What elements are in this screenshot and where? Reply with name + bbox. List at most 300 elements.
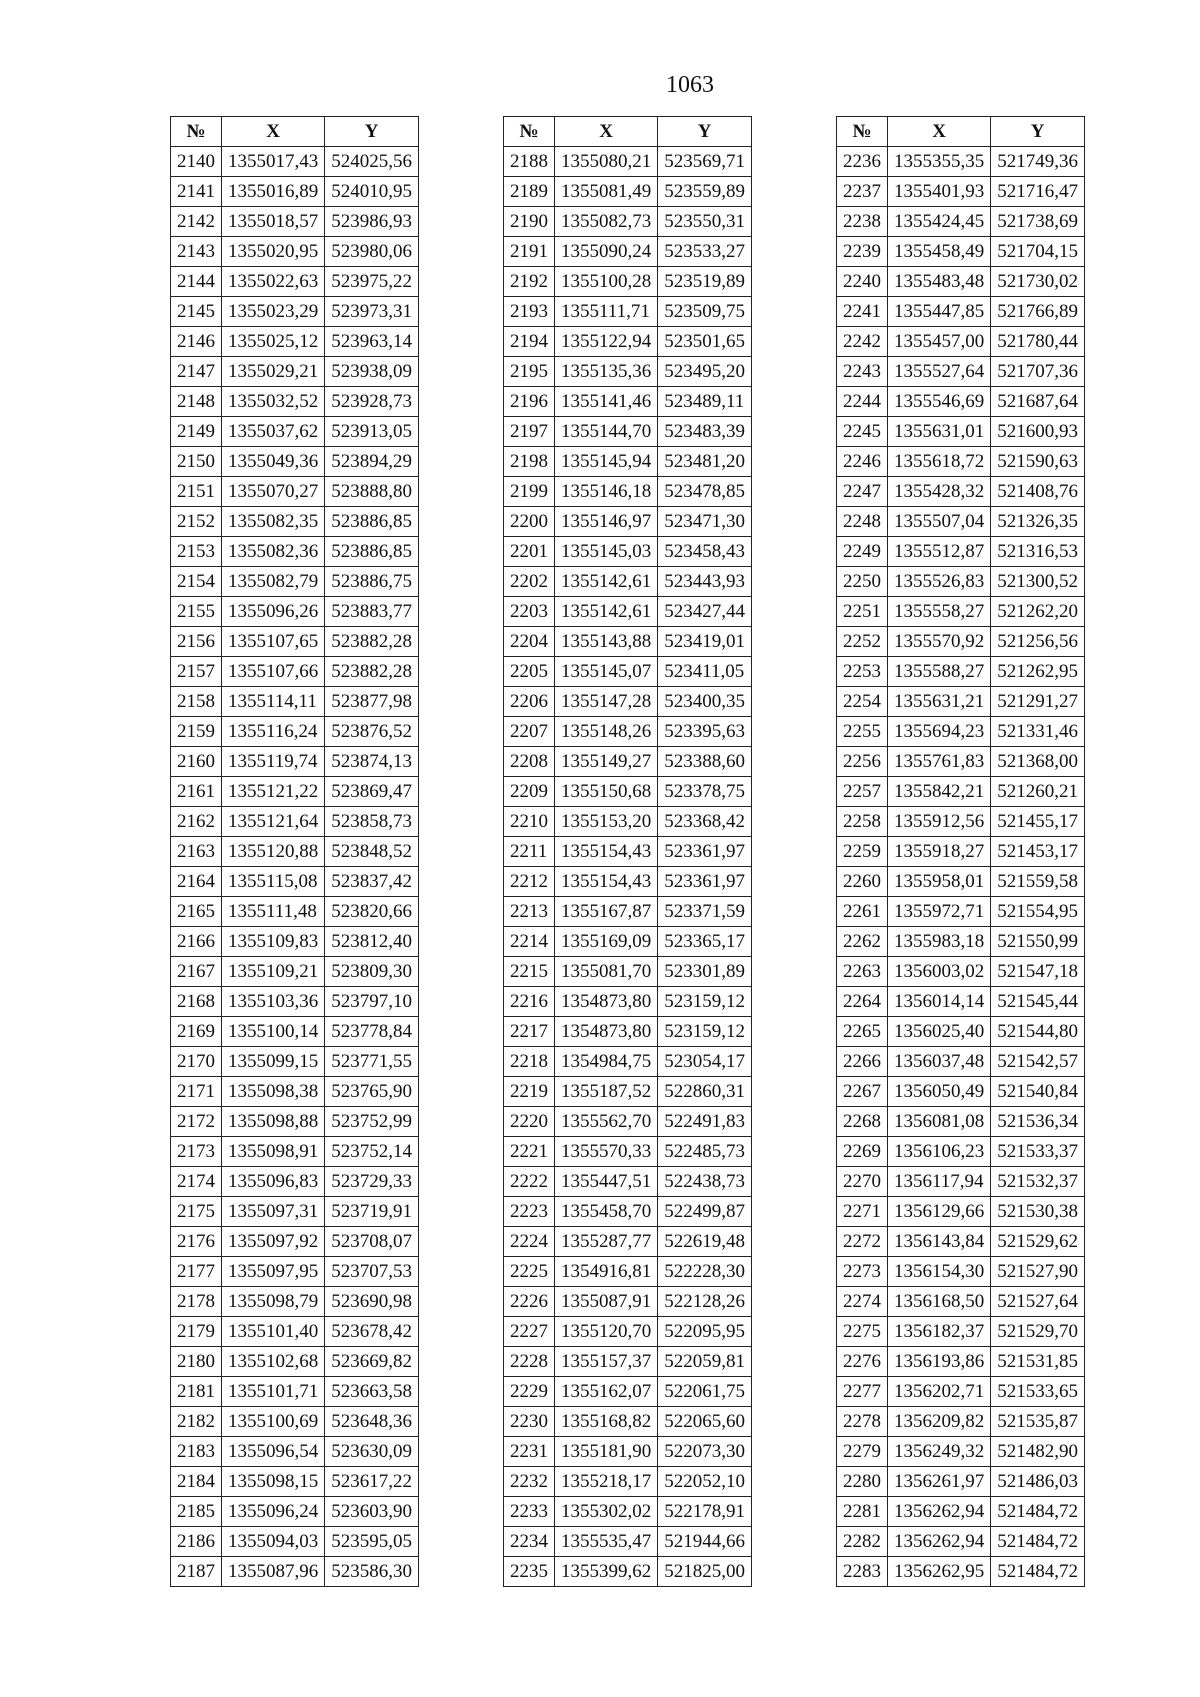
cell-x: 1355098,15 <box>222 1467 325 1497</box>
cell-num: 2150 <box>171 447 222 477</box>
cell-y: 523858,73 <box>325 807 419 837</box>
cell-y: 523876,52 <box>325 717 419 747</box>
cell-y: 523471,30 <box>658 507 752 537</box>
table-row <box>837 957 1085 987</box>
table-row <box>171 1227 419 1257</box>
cell-y: 521455,17 <box>991 807 1085 837</box>
cell-num: 2249 <box>837 537 888 567</box>
cell-y: 522052,10 <box>658 1467 752 1497</box>
cell-num: 2161 <box>171 777 222 807</box>
cell-y: 523569,71 <box>658 147 752 177</box>
cell-num: 2262 <box>837 927 888 957</box>
table-row <box>837 567 1085 597</box>
cell-num: 2207 <box>504 717 555 747</box>
cell-y: 521533,37 <box>991 1137 1085 1167</box>
cell-num: 2220 <box>504 1107 555 1137</box>
cell-y: 521738,69 <box>991 207 1085 237</box>
table-row <box>171 1137 419 1167</box>
cell-num: 2257 <box>837 777 888 807</box>
table-row <box>171 417 419 447</box>
cell-x: 1355483,48 <box>888 267 991 297</box>
table-row <box>837 1077 1085 1107</box>
cell-x: 1355458,70 <box>555 1197 658 1227</box>
cell-num: 2264 <box>837 987 888 1017</box>
cell-num: 2267 <box>837 1077 888 1107</box>
cell-y: 521535,87 <box>991 1407 1085 1437</box>
cell-y: 523938,09 <box>325 357 419 387</box>
cell-y: 521300,52 <box>991 567 1085 597</box>
cell-x: 1355120,88 <box>222 837 325 867</box>
cell-num: 2226 <box>504 1287 555 1317</box>
cell-y: 521482,90 <box>991 1437 1085 1467</box>
cell-x: 1355218,17 <box>555 1467 658 1497</box>
cell-x: 1355187,52 <box>555 1077 658 1107</box>
cell-x: 1355168,82 <box>555 1407 658 1437</box>
cell-y: 523886,85 <box>325 507 419 537</box>
table-row <box>504 177 752 207</box>
cell-num: 2193 <box>504 297 555 327</box>
cell-num: 2213 <box>504 897 555 927</box>
table-row <box>171 477 419 507</box>
table-row <box>504 1437 752 1467</box>
table-row <box>837 1047 1085 1077</box>
cell-y: 521547,18 <box>991 957 1085 987</box>
cell-x: 1355109,83 <box>222 927 325 957</box>
cell-y: 523848,52 <box>325 837 419 867</box>
table-row <box>171 927 419 957</box>
cell-num: 2219 <box>504 1077 555 1107</box>
cell-x: 1356209,82 <box>888 1407 991 1437</box>
cell-num: 2174 <box>171 1167 222 1197</box>
cell-y: 521554,95 <box>991 897 1085 927</box>
table-row <box>171 1377 419 1407</box>
cell-num: 2199 <box>504 477 555 507</box>
cell-y: 523411,05 <box>658 657 752 687</box>
cell-y: 523371,59 <box>658 897 752 927</box>
cell-y: 521749,36 <box>991 147 1085 177</box>
cell-y: 521704,15 <box>991 237 1085 267</box>
table-row <box>837 1257 1085 1287</box>
cell-x: 1356050,49 <box>888 1077 991 1107</box>
cell-y: 521536,34 <box>991 1107 1085 1137</box>
cell-num: 2241 <box>837 297 888 327</box>
table-row <box>171 237 419 267</box>
cell-num: 2206 <box>504 687 555 717</box>
table-row <box>171 567 419 597</box>
cell-num: 2145 <box>171 297 222 327</box>
header-num: № <box>504 117 555 147</box>
cell-num: 2181 <box>171 1377 222 1407</box>
cell-x: 1356262,94 <box>888 1497 991 1527</box>
table-row <box>504 1287 752 1317</box>
table-row <box>504 537 752 567</box>
cell-x: 1355146,97 <box>555 507 658 537</box>
table-row <box>837 537 1085 567</box>
table-row <box>504 1317 752 1347</box>
cell-x: 1355096,24 <box>222 1497 325 1527</box>
cell-y: 523495,20 <box>658 357 752 387</box>
cell-x: 1355020,95 <box>222 237 325 267</box>
cell-num: 2194 <box>504 327 555 357</box>
cell-num: 2154 <box>171 567 222 597</box>
table-row <box>837 1347 1085 1377</box>
table-row <box>504 987 752 1017</box>
cell-num: 2186 <box>171 1527 222 1557</box>
cell-y: 523894,29 <box>325 447 419 477</box>
cell-y: 523877,98 <box>325 687 419 717</box>
cell-y: 521533,65 <box>991 1377 1085 1407</box>
coordinate-table-1 <box>170 116 419 1587</box>
cell-num: 2224 <box>504 1227 555 1257</box>
table-row <box>837 867 1085 897</box>
cell-num: 2205 <box>504 657 555 687</box>
cell-num: 2230 <box>504 1407 555 1437</box>
table-row <box>837 1557 1085 1587</box>
cell-num: 2279 <box>837 1437 888 1467</box>
table-row <box>504 1467 752 1497</box>
cell-num: 2140 <box>171 147 222 177</box>
cell-x: 1355082,36 <box>222 537 325 567</box>
cell-y: 521326,35 <box>991 507 1085 537</box>
cell-y: 521766,89 <box>991 297 1085 327</box>
table-row <box>171 1347 419 1377</box>
cell-x: 1355101,40 <box>222 1317 325 1347</box>
table-row <box>171 957 419 987</box>
cell-x: 1355135,36 <box>555 357 658 387</box>
cell-y: 523501,65 <box>658 327 752 357</box>
cell-x: 1355302,02 <box>555 1497 658 1527</box>
table-row <box>837 477 1085 507</box>
table-row <box>171 777 419 807</box>
table-row <box>837 507 1085 537</box>
cell-x: 1355025,12 <box>222 327 325 357</box>
cell-y: 523509,75 <box>658 297 752 327</box>
table-row <box>837 657 1085 687</box>
table-row <box>837 897 1085 927</box>
cell-num: 2211 <box>504 837 555 867</box>
cell-y: 523559,89 <box>658 177 752 207</box>
cell-x: 1355631,01 <box>888 417 991 447</box>
cell-y: 521590,63 <box>991 447 1085 477</box>
table-row <box>171 807 419 837</box>
cell-num: 2195 <box>504 357 555 387</box>
cell-num: 2278 <box>837 1407 888 1437</box>
cell-x: 1356025,40 <box>888 1017 991 1047</box>
table-row <box>171 1077 419 1107</box>
cell-x: 1355458,49 <box>888 237 991 267</box>
cell-x: 1356262,95 <box>888 1557 991 1587</box>
cell-num: 2170 <box>171 1047 222 1077</box>
cell-x: 1355114,11 <box>222 687 325 717</box>
cell-num: 2246 <box>837 447 888 477</box>
table-row <box>171 1287 419 1317</box>
cell-y: 522059,81 <box>658 1347 752 1377</box>
cell-y: 523301,89 <box>658 957 752 987</box>
cell-num: 2160 <box>171 747 222 777</box>
cell-x: 1355096,26 <box>222 597 325 627</box>
table-row <box>837 807 1085 837</box>
cell-y: 523669,82 <box>325 1347 419 1377</box>
cell-y: 523882,28 <box>325 657 419 687</box>
table-row <box>171 297 419 327</box>
cell-x: 1355145,07 <box>555 657 658 687</box>
table-row <box>837 297 1085 327</box>
cell-num: 2273 <box>837 1257 888 1287</box>
cell-x: 1355142,61 <box>555 597 658 627</box>
cell-num: 2202 <box>504 567 555 597</box>
cell-x: 1355958,01 <box>888 867 991 897</box>
table-row <box>504 747 752 777</box>
cell-x: 1356182,37 <box>888 1317 991 1347</box>
cell-x: 1355141,46 <box>555 387 658 417</box>
table-row <box>837 1137 1085 1167</box>
table-row <box>171 1467 419 1497</box>
cell-num: 2165 <box>171 897 222 927</box>
cell-x: 1355157,37 <box>555 1347 658 1377</box>
table-header-row <box>171 117 419 147</box>
cell-y: 523458,43 <box>658 537 752 567</box>
cell-y: 523963,14 <box>325 327 419 357</box>
table-row <box>837 1227 1085 1257</box>
cell-y: 523975,22 <box>325 267 419 297</box>
cell-x: 1356249,32 <box>888 1437 991 1467</box>
cell-y: 523586,30 <box>325 1557 419 1587</box>
cell-num: 2223 <box>504 1197 555 1227</box>
cell-num: 2281 <box>837 1497 888 1527</box>
cell-y: 523765,90 <box>325 1077 419 1107</box>
cell-x: 1355169,09 <box>555 927 658 957</box>
cell-y: 521529,70 <box>991 1317 1085 1347</box>
cell-x: 1355154,43 <box>555 837 658 867</box>
cell-x: 1356117,94 <box>888 1167 991 1197</box>
table-row <box>504 897 752 927</box>
cell-x: 1355401,93 <box>888 177 991 207</box>
cell-x: 1355080,21 <box>555 147 658 177</box>
cell-x: 1355145,94 <box>555 447 658 477</box>
cell-x: 1355037,62 <box>222 417 325 447</box>
cell-y: 523617,22 <box>325 1467 419 1497</box>
table-row <box>171 1407 419 1437</box>
cell-num: 2247 <box>837 477 888 507</box>
cell-y: 523719,91 <box>325 1197 419 1227</box>
table-row <box>504 1137 752 1167</box>
cell-num: 2256 <box>837 747 888 777</box>
cell-y: 522485,73 <box>658 1137 752 1167</box>
cell-y: 523630,09 <box>325 1437 419 1467</box>
table-row <box>171 1557 419 1587</box>
table-row <box>171 687 419 717</box>
cell-x: 1355154,43 <box>555 867 658 897</box>
table-row <box>837 1107 1085 1137</box>
table-row <box>171 1107 419 1137</box>
cell-y: 523400,35 <box>658 687 752 717</box>
cell-num: 2280 <box>837 1467 888 1497</box>
cell-y: 523361,97 <box>658 867 752 897</box>
cell-num: 2184 <box>171 1467 222 1497</box>
cell-y: 523595,05 <box>325 1527 419 1557</box>
cell-num: 2237 <box>837 177 888 207</box>
cell-num: 2229 <box>504 1377 555 1407</box>
cell-num: 2147 <box>171 357 222 387</box>
cell-x: 1355103,36 <box>222 987 325 1017</box>
cell-y: 521545,44 <box>991 987 1085 1017</box>
table-row <box>504 357 752 387</box>
table-row <box>837 1377 1085 1407</box>
table-row <box>837 387 1085 417</box>
cell-y: 521453,17 <box>991 837 1085 867</box>
cell-x: 1355116,24 <box>222 717 325 747</box>
cell-y: 521527,90 <box>991 1257 1085 1287</box>
cell-x: 1355097,95 <box>222 1257 325 1287</box>
cell-y: 523690,98 <box>325 1287 419 1317</box>
table-row <box>504 1377 752 1407</box>
cell-num: 2235 <box>504 1557 555 1587</box>
cell-num: 2185 <box>171 1497 222 1527</box>
cell-y: 523159,12 <box>658 1017 752 1047</box>
table-row <box>504 957 752 987</box>
cell-x: 1355121,22 <box>222 777 325 807</box>
table-row <box>171 327 419 357</box>
cell-x: 1356168,50 <box>888 1287 991 1317</box>
cell-num: 2210 <box>504 807 555 837</box>
cell-num: 2228 <box>504 1347 555 1377</box>
table-row <box>504 387 752 417</box>
cell-x: 1355150,68 <box>555 777 658 807</box>
cell-num: 2148 <box>171 387 222 417</box>
cell-y: 521550,99 <box>991 927 1085 957</box>
cell-y: 521825,00 <box>658 1557 752 1587</box>
cell-x: 1355153,20 <box>555 807 658 837</box>
cell-x: 1355147,28 <box>555 687 658 717</box>
table-row <box>504 837 752 867</box>
table-row <box>504 267 752 297</box>
cell-x: 1355428,32 <box>888 477 991 507</box>
cell-y: 521527,64 <box>991 1287 1085 1317</box>
cell-num: 2141 <box>171 177 222 207</box>
cell-num: 2192 <box>504 267 555 297</box>
cell-x: 1355096,83 <box>222 1167 325 1197</box>
cell-num: 2163 <box>171 837 222 867</box>
table-row <box>504 1047 752 1077</box>
cell-num: 2222 <box>504 1167 555 1197</box>
cell-num: 2168 <box>171 987 222 1017</box>
table-row <box>504 237 752 267</box>
table-row <box>171 987 419 1017</box>
cell-y: 521291,27 <box>991 687 1085 717</box>
cell-x: 1355535,47 <box>555 1527 658 1557</box>
cell-num: 2239 <box>837 237 888 267</box>
cell-y: 522178,91 <box>658 1497 752 1527</box>
cell-num: 2209 <box>504 777 555 807</box>
table-header-row <box>504 117 752 147</box>
cell-x: 1356129,66 <box>888 1197 991 1227</box>
cell-num: 2208 <box>504 747 555 777</box>
cell-x: 1356014,14 <box>888 987 991 1017</box>
cell-x: 1355355,35 <box>888 147 991 177</box>
cell-x: 1355618,72 <box>888 447 991 477</box>
table-row <box>837 717 1085 747</box>
cell-y: 521486,03 <box>991 1467 1085 1497</box>
cell-x: 1355121,64 <box>222 807 325 837</box>
cell-x: 1356106,23 <box>888 1137 991 1167</box>
cell-y: 521542,57 <box>991 1047 1085 1077</box>
header-x: X <box>222 117 325 147</box>
table-row <box>171 1167 419 1197</box>
table-row <box>504 627 752 657</box>
cell-num: 2276 <box>837 1347 888 1377</box>
table-row <box>504 1557 752 1587</box>
cell-y: 521687,64 <box>991 387 1085 417</box>
table-row <box>171 1197 419 1227</box>
cell-y: 523478,85 <box>658 477 752 507</box>
table-row <box>171 1497 419 1527</box>
cell-num: 2167 <box>171 957 222 987</box>
cell-x: 1355097,92 <box>222 1227 325 1257</box>
cell-y: 523752,14 <box>325 1137 419 1167</box>
cell-x: 1355143,88 <box>555 627 658 657</box>
table-row <box>504 417 752 447</box>
cell-x: 1355082,73 <box>555 207 658 237</box>
cell-num: 2225 <box>504 1257 555 1287</box>
cell-num: 2283 <box>837 1557 888 1587</box>
table-row <box>837 747 1085 777</box>
cell-y: 523928,73 <box>325 387 419 417</box>
cell-num: 2149 <box>171 417 222 447</box>
table-row <box>504 1107 752 1137</box>
cell-x: 1355099,15 <box>222 1047 325 1077</box>
table-row <box>171 837 419 867</box>
cell-x: 1355087,91 <box>555 1287 658 1317</box>
cell-x: 1355081,49 <box>555 177 658 207</box>
cell-num: 2153 <box>171 537 222 567</box>
cell-x: 1355912,56 <box>888 807 991 837</box>
cell-y: 521707,36 <box>991 357 1085 387</box>
table-row <box>837 1437 1085 1467</box>
cell-x: 1355023,29 <box>222 297 325 327</box>
cell-x: 1355115,08 <box>222 867 325 897</box>
cell-num: 2173 <box>171 1137 222 1167</box>
table-row <box>171 1527 419 1557</box>
cell-y: 522228,30 <box>658 1257 752 1287</box>
cell-x: 1355029,21 <box>222 357 325 387</box>
header-num: № <box>837 117 888 147</box>
table-row <box>171 1317 419 1347</box>
cell-x: 1355107,66 <box>222 657 325 687</box>
table-row <box>504 597 752 627</box>
cell-num: 2188 <box>504 147 555 177</box>
coordinate-table-2 <box>503 116 752 1587</box>
cell-y: 521600,93 <box>991 417 1085 447</box>
cell-x: 1356202,71 <box>888 1377 991 1407</box>
cell-x: 1355119,74 <box>222 747 325 777</box>
cell-x: 1355148,26 <box>555 717 658 747</box>
cell-y: 522491,83 <box>658 1107 752 1137</box>
table-row <box>171 357 419 387</box>
cell-num: 2282 <box>837 1527 888 1557</box>
cell-num: 2159 <box>171 717 222 747</box>
cell-num: 2248 <box>837 507 888 537</box>
cell-y: 521544,80 <box>991 1017 1085 1047</box>
cell-y: 524025,56 <box>325 147 419 177</box>
cell-x: 1355162,07 <box>555 1377 658 1407</box>
cell-y: 521262,95 <box>991 657 1085 687</box>
cell-x: 1355558,27 <box>888 597 991 627</box>
table-row <box>504 1407 752 1437</box>
cell-num: 2172 <box>171 1107 222 1137</box>
cell-x: 1355097,31 <box>222 1197 325 1227</box>
cell-y: 521716,47 <box>991 177 1085 207</box>
cell-y: 521331,46 <box>991 717 1085 747</box>
